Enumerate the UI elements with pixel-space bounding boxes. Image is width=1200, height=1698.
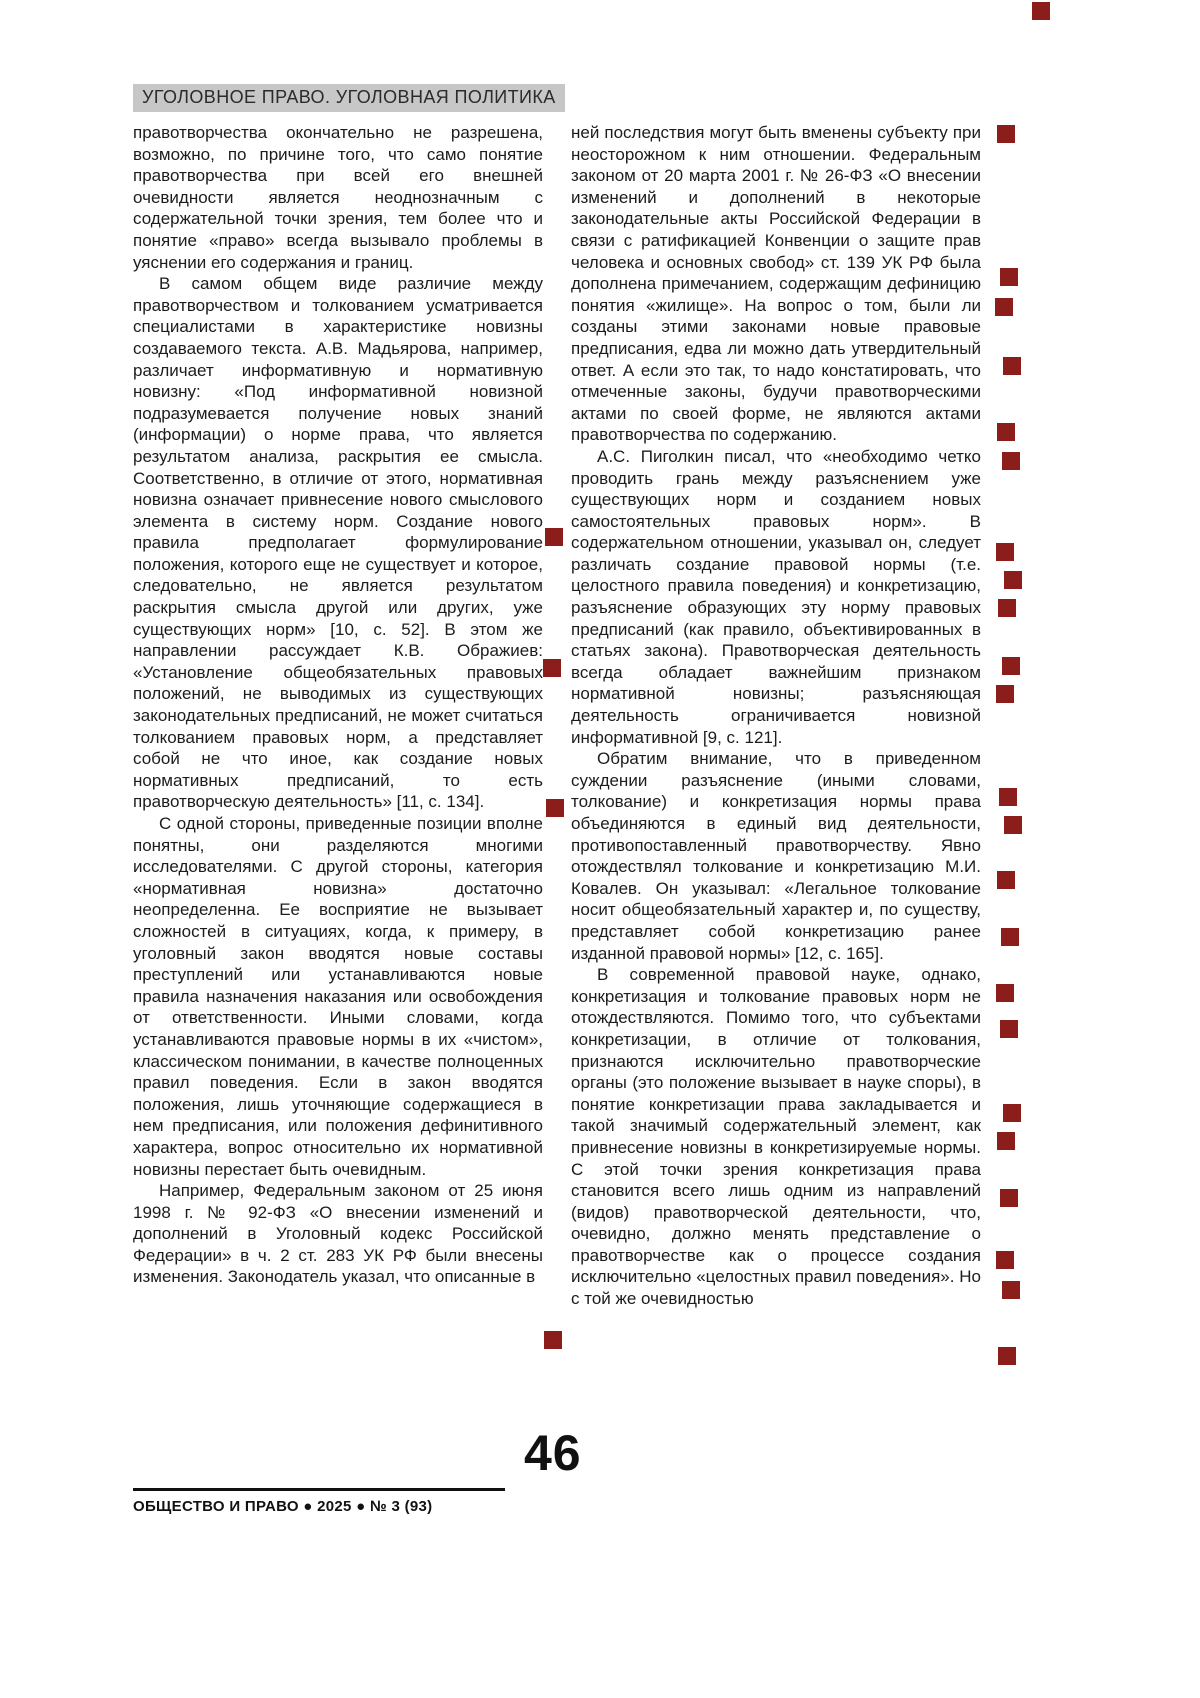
article-body bbox=[133, 122, 981, 1310]
paragraph: В современной правовой науке, однако, конкретизация и толкование правовых норм не отождествляются. Помимо того, что субъектами конкретизации, в отличие от толкования, признаются исключительно правотворческие органы (это положение вызывает в науке споры), в понятие конкретизации права закладывается и такой значимый содержательный элемент, как привнесение новизны в конкретизируемые нормы. С этой точки зрения конкретизация права становится всего лишь одним из направлений (видов) правотворческой деятельности, что, очевидно, должно менять представление о правотворчестве как о процессе создания исключительно «целостных правил поведения». Но с той же очевидностью bbox=[571, 965, 981, 1309]
red-scan-marker bbox=[544, 1331, 562, 1349]
red-scan-marker bbox=[997, 1132, 1015, 1150]
red-scan-marker bbox=[545, 528, 563, 546]
red-scan-marker bbox=[996, 1251, 1014, 1269]
red-scan-marker bbox=[1032, 2, 1050, 20]
red-scan-marker bbox=[1003, 1104, 1021, 1122]
left-column bbox=[133, 122, 543, 1310]
red-scan-marker bbox=[1002, 452, 1020, 470]
red-scan-marker bbox=[996, 685, 1014, 703]
red-scan-marker bbox=[1002, 657, 1020, 675]
red-scan-marker bbox=[996, 984, 1014, 1002]
paragraph: С одной стороны, приведенные позиции вполне понятны, они разделяются многими исследователями. С другой стороны, категория «нормативная новизна» достаточно неопределенна. Ее восприятие не вызывает сложностей в ситуациях, когда, к примеру, в уголовный закон вводятся новые составы преступлений или устанавливаются новые правила назначения наказания или освобождения от ответственности. Иными словами, когда устанавливаются правовые нормы в их «чистом», классическом понимании, в качестве полноценных правил поведения. Если в закон вводятся положения, лишь уточняющие содержащиеся в нем предписания, или положения дефинитивного характера, вопрос относительно их нормативной новизны перестает быть очевидным. bbox=[133, 814, 543, 1179]
red-scan-marker bbox=[999, 788, 1017, 806]
red-scan-marker bbox=[1002, 1281, 1020, 1299]
paragraph: Например, Федеральным законом от 25 июня 1998 г. № 92-ФЗ «О внесении изменений и дополнений в Уголовный кодекс Российской Федерации» в ч. 2 ст. 283 УК РФ были внесены изменения. Законодатель указал, что описанные в bbox=[133, 1181, 543, 1287]
red-scan-marker bbox=[997, 125, 1015, 143]
red-scan-marker bbox=[997, 423, 1015, 441]
red-scan-marker bbox=[1000, 1020, 1018, 1038]
red-scan-marker bbox=[998, 599, 1016, 617]
red-scan-marker bbox=[1000, 268, 1018, 286]
paragraph: В самом общем виде различие между правотворчеством и толкованием усматривается специалистами в характеристике новизны создаваемого текста. А.В. Мадьярова, например, различает информативную и нормативную новизну: «Под информативной новизной подразумевается получение новых знаний (информации) о норме права, что является результатом анализа, раскрытия ее смысла. Соответственно, в отличие от этого, нормативная новизна означает привнесение нового смыслового элемента в систему норм. Создание нового правила предполагает формулирование положения, которого еще не существует и которое, следовательно, не является результатом раскрытия смысла другой или других, уже существующих норм» [10, с. 52]. В этом же направлении рассуждает К.В. Ображиев: «Установление общеобязательных правовых положений, не выводимых из существующих законодательных предписаний, не может считаться толкованием правовых норм, а представляет собой не что иное, как создание новых нормативных предписаний, то есть правотворческую деятельность» [11, с. 134]. bbox=[133, 274, 543, 812]
red-scan-marker bbox=[1000, 1189, 1018, 1207]
right-column bbox=[571, 122, 981, 1310]
paragraph: правотворчества окончательно не разрешена, возможно, по причине того, что само понятие правотворчества при всей его внешней очевидности является неоднозначным с содержательной точки зрения, тем более что и понятие «право» всегда вызывало проблемы в уяснении его содержания и границ. bbox=[133, 123, 543, 272]
red-scan-marker bbox=[996, 543, 1014, 561]
footer-text: ОБЩЕСТВО И ПРАВО ● 2025 ● № 3 (93) bbox=[133, 1498, 433, 1515]
footer-rule bbox=[133, 1488, 505, 1491]
red-scan-marker bbox=[543, 659, 561, 677]
section-header-label: УГОЛОВНОЕ ПРАВО. УГОЛОВНАЯ ПОЛИТИКА bbox=[142, 87, 556, 107]
paragraph: А.С. Пиголкин писал, что «необходимо четко проводить грань между разъяснением уже существующих норм и созданием новых самостоятельных правовых норм». В содержательном отношении, указывал он, следует различать создание правовой нормы (т.е. целостного правила поведения) и конкретизацию, разъяснение образующих эту норму правовых предписаний (как правило, объективированных в статьях закона). Правотворческая деятельность всегда обладает важнейшим признаком нормативной новизны; разъясняющая деятельность ограничивается новизной информативной [9, с. 121]. bbox=[571, 446, 981, 747]
red-scan-marker bbox=[998, 1347, 1016, 1365]
paragraph: Обратим внимание, что в приведенном суждении разъяснение (иными словами, толкование) и конкретизация нормы права объединяются в единый вид деятельности, противопоставленный правотворчеству. Явно отождествлял толкование и конкретизацию М.И. Ковалев. Он указывал: «Легальное толкование носит общеобязательный характер и, по существу, представляет собой конкретизацию ранее изданной правовой нормы» [12, с. 165]. bbox=[571, 749, 981, 963]
footer bbox=[133, 1488, 505, 1515]
section-header bbox=[133, 84, 565, 112]
paragraph: ней последствия могут быть вменены субъекту при неосторожном к ним отношении. Федеральным законом от 20 марта 2001 г. № 26-ФЗ «О внесении изменений и дополнений в некоторые законодательные акты Российской Федерации в связи с ратификацией Конвенции о защите прав человека и основных свобод» ст. 139 УК РФ была дополнена примечанием, содержащим дефиницию понятия «жилище». На вопрос о том, были ли созданы этими законами новые правовые предписания, едва ли можно дать утвердительный ответ. А если это так, то надо констатировать, что отмеченные законы, будучи правотворческими актами по своей форме, не являются актами правотворчества по содержанию. bbox=[571, 123, 981, 445]
red-scan-marker bbox=[997, 871, 1015, 889]
red-scan-marker bbox=[1004, 816, 1022, 834]
red-scan-marker bbox=[546, 799, 564, 817]
red-scan-marker bbox=[1003, 357, 1021, 375]
red-scan-marker bbox=[1004, 571, 1022, 589]
page-number: 46 bbox=[524, 1425, 582, 1481]
red-scan-marker bbox=[995, 298, 1013, 316]
red-scan-marker bbox=[1001, 928, 1019, 946]
